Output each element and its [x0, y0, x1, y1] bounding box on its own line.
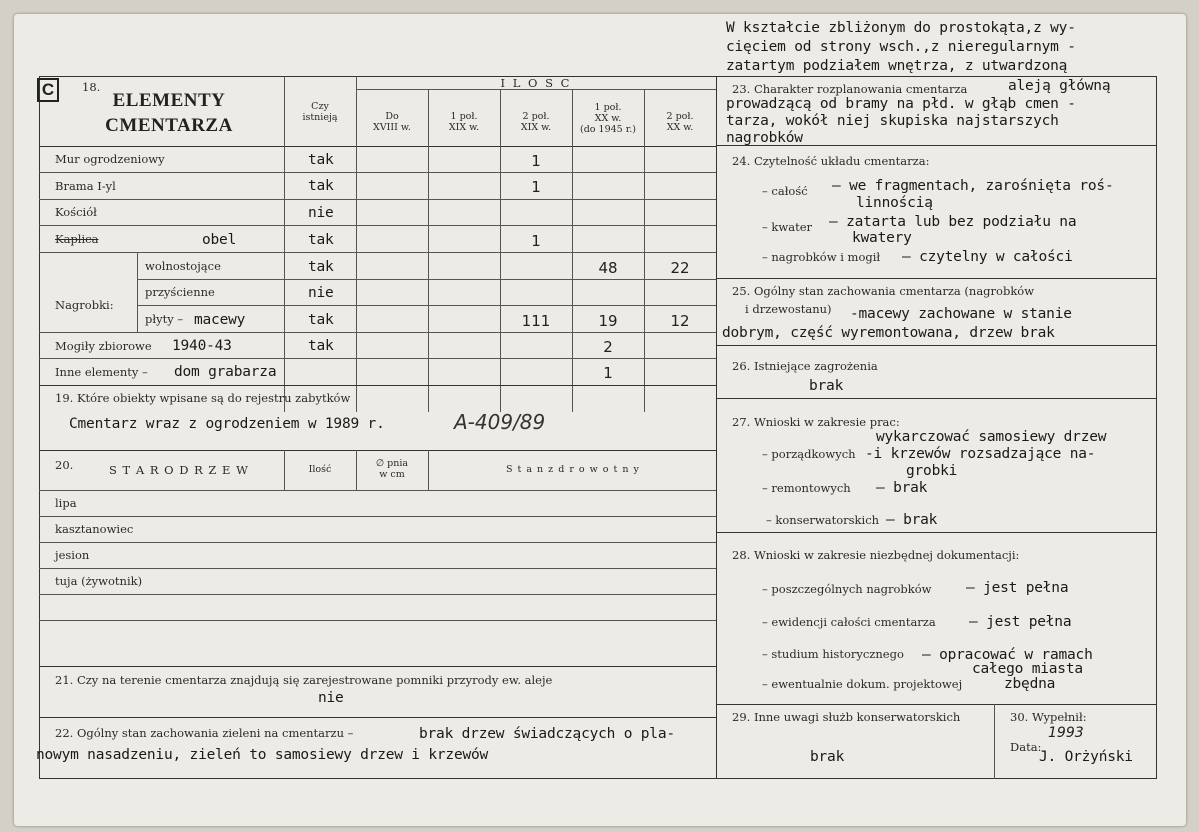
section-18-number: 18. [82, 80, 101, 94]
s25-value-line1: -macewy zachowane w stanie [850, 306, 1072, 322]
row-wall-2-xix: 1 [531, 152, 541, 170]
s21-label: 21. Czy na terenie cmentarza znajdują się zarejestrowane pomniki przyrody ew. aleje [55, 673, 553, 687]
s19-register-number: A-409/89 [454, 410, 546, 434]
row-label-other: Inne elementy – [55, 365, 148, 379]
s20-number: 20. [55, 458, 74, 472]
right-border [1156, 76, 1157, 779]
gravestones-slabs-2-xx: 12 [670, 312, 690, 330]
tree-row-3: jesion [55, 548, 90, 562]
s19-value: Cmentarz wraz z ogrodzeniem w 1989 r. [69, 416, 385, 432]
s24-whole-value: – we fragmentach, zarośnięta roś- [832, 178, 1114, 194]
s27-cleanup-value: -i krzewów rozsadzające na- [865, 446, 1096, 462]
middle-border [716, 76, 717, 779]
row-label-church: Kościół [55, 205, 97, 219]
tree-row-4: tuja (żywotnik) [55, 574, 143, 588]
s26-label: 26. Istniejące zagrożenia [732, 359, 878, 373]
s28-history-value-2: całego miasta [972, 661, 1083, 677]
row-label-chapel: Kaplica [55, 232, 99, 246]
tree-row-1: lipa [55, 496, 77, 510]
s28-registry-label: – ewidencji całości cmentarza [762, 615, 936, 629]
s30-year: 1993 [1048, 725, 1084, 741]
s24-quarters-value-2: kwatery [852, 230, 912, 246]
s27-repair-value: – brak [876, 480, 928, 496]
row-chapel-2-xix: 1 [531, 232, 541, 250]
row-label-gate: Brama I-yl [55, 179, 116, 193]
corner-badge: C [37, 78, 59, 102]
s27-cleanup-label: – porządkowych [762, 447, 856, 461]
gravestones-slabs-2-xix: 111 [521, 312, 551, 330]
s23-label: 23. Charakter rozplanowania cmentarza [732, 82, 968, 96]
s24-whole-label: – całość [762, 184, 808, 198]
s30-name: J. Orżyński [1039, 749, 1133, 765]
elements-title: ELEMENTY CMENTARZA [105, 90, 233, 136]
s20-health-header: S t a n z d r o w o t n y [506, 464, 640, 475]
s28-gravestones-label: – poszczególnych nagrobków [762, 582, 932, 596]
s24-label: 24. Czytelność układu cmentarza: [732, 154, 930, 168]
gravestones-wall-label: przyścienne [145, 285, 215, 299]
top-note-line2: cięciem od strony wsch.,z nieregularnym - [726, 39, 1076, 55]
s28-project-label: – ewentualnie dokum. projektowej [762, 677, 963, 691]
s27-label: 27. Wnioski w zakresie prac: [732, 415, 900, 429]
row-exists-chapel: tak [308, 232, 334, 248]
col-header-1-xx: 1 poł. XX w. (do 1945 r.) [580, 102, 636, 135]
card-bottom-border [39, 778, 1157, 779]
top-note-line3: zatartym podziałem wnętrza, z utwardzoną [726, 58, 1068, 74]
row-other-1-xx: 1 [603, 364, 613, 382]
s28-label: 28. Wnioski w zakresie niezbędnej dokumentacji: [732, 548, 1020, 562]
s24-quarters-value: – zatarta lub bez podziału na [829, 214, 1077, 230]
gravestones-slabs-note: macewy [194, 312, 246, 328]
s27-repair-label: – remontowych [762, 481, 851, 495]
s24-graves-label: – nagrobków i mogił [762, 250, 881, 264]
s28-history-value: – opracować w ramach [922, 647, 1093, 663]
s29-label: 29. Inne uwagi służb konserwatorskich [732, 710, 961, 724]
gravestones-freestanding-exists: tak [308, 259, 334, 275]
col-header-1-xix: 1 poł. XIX w. [448, 111, 480, 133]
s23-value-line1: prowadzącą od bramy na płd. w głąb cmen - [726, 96, 1076, 112]
s20-diameter-header: ∅ pnia w cm [375, 458, 409, 480]
row-mass-graves-note: 1940-43 [172, 338, 232, 354]
row-exists-mass-graves: tak [308, 338, 334, 354]
s30-date-label: Data: [1010, 740, 1042, 754]
row-gate-2-xix: 1 [531, 178, 541, 196]
gravestones-freestanding-2-xx: 22 [670, 259, 690, 277]
s29-value: brak [810, 749, 845, 765]
col-header-2-xix: 2 poł. XIX w. [520, 111, 552, 133]
row-other-note: dom grabarza [174, 364, 277, 380]
s24-quarters-label: – kwater [762, 220, 812, 234]
row-mass-graves-1-xx: 2 [603, 338, 613, 356]
gravestones-slabs-1-xx: 19 [598, 312, 618, 330]
s23-value-line2: tarza, wokół niej skupiska najstarszych [726, 113, 1059, 129]
s27-cleanup-pre: wykarczować samosiewy drzew [876, 429, 1107, 445]
s27-conservation-value: – brak [886, 512, 938, 528]
s24-whole-value-2: linnością [856, 195, 933, 211]
top-note-line1: W kształcie zbliżonym do prostokąta,z wy- [726, 20, 1076, 36]
s22-value-line2: nowym nasadzeniu, zieleń to samosiewy drzew i krzewów [36, 747, 489, 763]
s23-value-line3: nagrobków [726, 130, 803, 146]
row-label-mass-graves: Mogiły zbiorowe [55, 339, 152, 353]
s22-label: 22. Ogólny stan zachowania zieleni na cmentarzu – [55, 726, 354, 740]
row-label-wall: Mur ogrodzeniowy [55, 152, 165, 166]
s28-gravestones-value: – jest pełna [966, 580, 1069, 596]
row-exists-wall: tak [308, 152, 334, 168]
tree-row-2: kasztanowiec [55, 522, 134, 536]
gravestones-slabs-label: płyty – [145, 312, 184, 326]
s30-label: 30. Wypełnił: [1010, 710, 1087, 724]
right-table-top-border [716, 76, 1157, 77]
s28-registry-value: – jest pełna [969, 614, 1072, 630]
s25-value-line2: dobrym, część wyremontowana, drzew brak [722, 325, 1055, 341]
s22-value-line1: brak drzew świadczących o pla- [419, 726, 675, 742]
gravestones-freestanding-label: wolnostojące [145, 259, 221, 273]
s25-label-line2: i drzewostanu) [745, 302, 832, 316]
gravestones-slabs-exists: tak [308, 312, 334, 328]
s27-cleanup-value-2: grobki [906, 463, 958, 479]
s28-history-label: – studium historycznego [762, 647, 904, 661]
row-chapel-note: obel [202, 232, 237, 248]
gravestones-freestanding-1-xx: 48 [598, 259, 618, 277]
s23-value-tail: aleją główną [1008, 78, 1111, 94]
row-exists-gate: tak [308, 178, 334, 194]
s20-count-header: Ilość [308, 464, 332, 475]
s27-conservation-label: – konserwatorskich [766, 513, 880, 527]
row-exists-church: nie [308, 205, 334, 221]
s28-project-value: zbędna [1004, 676, 1056, 692]
quantity-header: I L O S C [500, 76, 572, 90]
col-header-2-xx: 2 poł. XX w. [666, 111, 694, 133]
inventory-card [14, 14, 1186, 826]
col-header-xviii: Do XVIII w. [373, 111, 411, 133]
s19-label: 19. Które obiekty wpisane są do rejestru zabytków [55, 391, 351, 405]
s26-value: brak [809, 378, 844, 394]
gravestones-wall-exists: nie [308, 285, 334, 301]
s21-value: nie [318, 690, 344, 706]
exists-column-header: Czy istnieją [302, 101, 338, 123]
s20-header: S T A R O D R Z E W [109, 463, 249, 477]
s24-graves-value: – czytelny w całości [902, 249, 1073, 265]
gravestones-label: Nagrobki: [55, 298, 114, 312]
left-border [39, 76, 40, 779]
s25-label-line1: 25. Ogólny stan zachowania cmentarza (nagrobków [732, 284, 1035, 298]
